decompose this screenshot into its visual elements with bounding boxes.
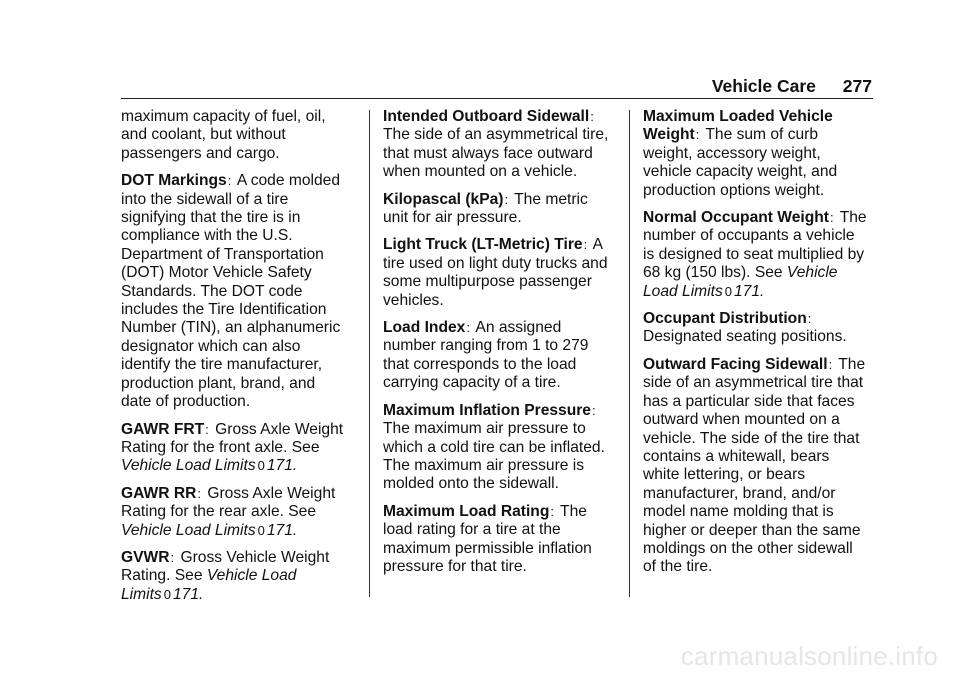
column-divider-1	[369, 110, 370, 597]
term: Kilopascal (kPa)	[383, 190, 504, 208]
page-reference-icon: 0	[163, 586, 171, 602]
term: Light Truck (LT-Metric) Tire	[383, 236, 583, 254]
definition-occupant-distribution	[643, 310, 879, 347]
colon: :	[170, 549, 175, 565]
column-divider-2	[629, 110, 630, 597]
text-line	[643, 209, 879, 227]
text-line	[383, 191, 619, 209]
cross-reference-link[interactable]: Vehicle Load	[206, 567, 297, 585]
text-line: maximum capacity of fuel, oil,	[121, 108, 326, 125]
text-line: when mounted on a vehicle.	[383, 163, 578, 181]
definition-text: The	[838, 355, 866, 373]
definition-text: A code molded	[236, 172, 340, 190]
term: Outward Facing Sidewall	[643, 355, 828, 373]
text-line: unit for air pressure.	[383, 209, 522, 227]
definition-text: A	[592, 236, 604, 254]
text-line: The side of an asymmetrical tire,	[383, 126, 609, 144]
term: Maximum Load Rating	[383, 502, 550, 520]
text-line: molded onto the sidewall.	[383, 475, 559, 493]
text-line: that corresponds to the load	[383, 355, 577, 373]
column-1	[121, 108, 357, 613]
colon: :	[504, 191, 509, 207]
text-line: signifying that the tire is in	[121, 209, 301, 227]
cross-reference-link[interactable]: Vehicle	[786, 264, 838, 282]
text-line	[121, 485, 357, 503]
text-line	[643, 356, 879, 374]
text-line: Department of Transportation	[121, 245, 324, 263]
term: GAWR RR	[121, 484, 197, 502]
definition-outward-facing-sidewall	[643, 356, 879, 577]
text-line: contains a whitewall, bears	[643, 447, 830, 465]
text-line: outward when mounted on a	[643, 411, 840, 429]
colon: :	[227, 173, 232, 189]
term: Maximum Inflation Pressure	[383, 401, 591, 419]
text-line	[383, 503, 619, 521]
text-line	[121, 549, 357, 567]
colon: :	[807, 311, 812, 327]
colon: :	[591, 402, 596, 418]
text-line: of the tire.	[643, 558, 713, 576]
text-line: white lettering, or bears	[643, 466, 806, 484]
text-line: load rating for a tire at the	[383, 521, 561, 539]
term: GVWR	[121, 548, 170, 566]
text-line	[383, 402, 619, 420]
colon: :	[550, 503, 554, 519]
term: GAWR FRT	[121, 420, 205, 438]
text-line	[121, 457, 357, 475]
text-line: date of production.	[121, 393, 251, 411]
text-line	[121, 421, 357, 439]
text-line: passengers and cargo.	[121, 144, 280, 162]
definition-light-truck-tire	[383, 236, 619, 310]
definition-text: The metric	[514, 190, 588, 208]
definition-text: The sum of curb	[705, 126, 819, 144]
text-line: designator which can also	[121, 337, 301, 355]
term: Intended Outboard Sidewall	[383, 108, 590, 125]
term: Occupant Distribution	[643, 310, 807, 328]
text-line	[121, 567, 357, 585]
text-line: some multipurpose passenger	[383, 273, 592, 291]
text-line: The maximum air pressure to	[383, 420, 586, 438]
page-reference-icon: 0	[257, 458, 265, 474]
definition-kilopascal	[383, 191, 619, 228]
text-line: vehicles.	[383, 291, 444, 309]
text-line: includes the Tire Identification	[121, 301, 327, 319]
definition-maximum-loaded-vehicle-weight	[643, 108, 879, 200]
text-line: carrying capacity of a tire.	[383, 374, 561, 392]
colon: :	[828, 356, 833, 372]
cross-reference-link[interactable]: Limits	[121, 585, 162, 603]
text-line: and coolant, but without	[121, 126, 286, 144]
text-line: manufacturer, brand, and/or	[643, 484, 836, 502]
reference-page[interactable]: 171.	[733, 282, 765, 300]
text-line: number of occupants a vehicle	[643, 227, 855, 245]
definition-text: The	[560, 502, 587, 520]
text-line: number ranging from 1 to 279	[383, 337, 589, 355]
colon: :	[590, 109, 594, 124]
definition-gvwr	[121, 549, 357, 604]
text-line: is designed to seat multiplied by	[643, 245, 865, 263]
text-line	[643, 126, 879, 144]
term: Normal Occupant Weight	[643, 209, 829, 227]
text-line: identify the tire manufacturer,	[121, 356, 323, 374]
text-line	[383, 108, 619, 126]
page-reference-icon: 0	[257, 522, 265, 538]
text-line: The maximum air pressure is	[383, 456, 585, 474]
text-line: model name molding that is	[643, 503, 834, 521]
text-line: moldings on the other sidewall	[643, 539, 853, 557]
colon: :	[695, 127, 700, 143]
text-line: side of an asymmetrical tire that	[643, 374, 864, 392]
page-number: 277	[842, 76, 872, 96]
definition-gawr-rr	[121, 485, 357, 540]
text-line: pressure for that tire.	[383, 557, 527, 575]
cross-reference-link[interactable]: Load Limits	[643, 282, 723, 300]
text-line: Number (TIN), an alphanumeric	[121, 319, 341, 337]
text-line	[121, 522, 357, 540]
definition-text: An assigned	[475, 319, 562, 337]
definition-maximum-inflation-pressure	[383, 402, 619, 494]
definition-intended-outboard-sidewall	[383, 108, 619, 182]
reference-page[interactable]: 171.	[266, 521, 298, 539]
definition-dot-markings	[121, 172, 357, 411]
text-line: maximum permissible inflation	[383, 539, 592, 557]
text-line	[383, 236, 619, 254]
term: Maximum Loaded Vehicle	[643, 108, 833, 125]
column-2	[383, 108, 619, 585]
text-line: compliance with the U.S.	[121, 227, 293, 245]
text-line: Rating for the rear axle. See	[121, 503, 317, 521]
definition-text: Rating. See	[121, 567, 203, 585]
colon: :	[197, 485, 201, 501]
text-line	[643, 264, 879, 282]
definition-text: 68 kg (150 lbs). See	[643, 264, 783, 282]
text-line: higher or deeper than the same	[643, 521, 861, 539]
term: Load Index	[383, 319, 466, 337]
text-line	[121, 586, 357, 604]
header-rule	[121, 98, 873, 99]
text-line	[383, 319, 619, 337]
reference-page[interactable]: 171.	[266, 457, 298, 475]
text-line: which a cold tire can be inflated.	[383, 438, 605, 456]
definition-text: The	[839, 209, 867, 227]
section-title: Vehicle Care	[711, 76, 816, 96]
text-line: into the sidewall of a tire	[121, 190, 289, 208]
definition-load-index	[383, 319, 619, 393]
definition-text: Gross Vehicle Weight	[180, 548, 330, 566]
definition-gawr-frt	[121, 421, 357, 476]
text-line: Rating for the front axle. See	[121, 438, 320, 456]
text-line: vehicle capacity weight, and	[643, 163, 838, 181]
text-line: Standards. The DOT code	[121, 282, 303, 300]
page-header	[712, 76, 872, 97]
column-3	[643, 108, 879, 586]
page-reference-icon: 0	[724, 283, 732, 299]
definition-text: Gross Axle Weight	[207, 484, 336, 502]
definition-maximum-load-rating	[383, 503, 619, 577]
text-line: weight, accessory weight,	[643, 144, 821, 162]
text-line: that must always face outward	[383, 144, 593, 162]
text-line: vehicle. The side of the tire that	[643, 429, 860, 447]
text-line: tire used on light duty trucks and	[383, 254, 608, 272]
text-line: (DOT) Motor Vehicle Safety	[121, 264, 312, 282]
term: DOT Markings	[121, 172, 227, 190]
text-line	[643, 283, 879, 301]
text-line	[643, 310, 879, 328]
text-line: has a particular side that faces	[643, 392, 855, 410]
text-line: production options weight.	[643, 181, 825, 199]
text-line: Designated seating positions.	[643, 328, 847, 346]
definition-text: Gross Axle Weight	[215, 420, 344, 438]
watermark: carmanualsonline.info	[680, 641, 938, 671]
text-line	[121, 172, 357, 190]
term: Weight	[643, 126, 695, 144]
colon: :	[205, 421, 209, 437]
colon: :	[466, 320, 470, 336]
text-line: production plant, brand, and	[121, 374, 316, 392]
cross-reference-link[interactable]: Vehicle Load Limits	[121, 521, 256, 539]
reference-page[interactable]: 171.	[172, 585, 204, 603]
colon: :	[583, 237, 588, 253]
intro-paragraph	[121, 108, 357, 163]
cross-reference-link[interactable]: Vehicle Load Limits	[121, 457, 256, 475]
colon: :	[830, 210, 834, 226]
definition-normal-occupant-weight	[643, 209, 879, 301]
